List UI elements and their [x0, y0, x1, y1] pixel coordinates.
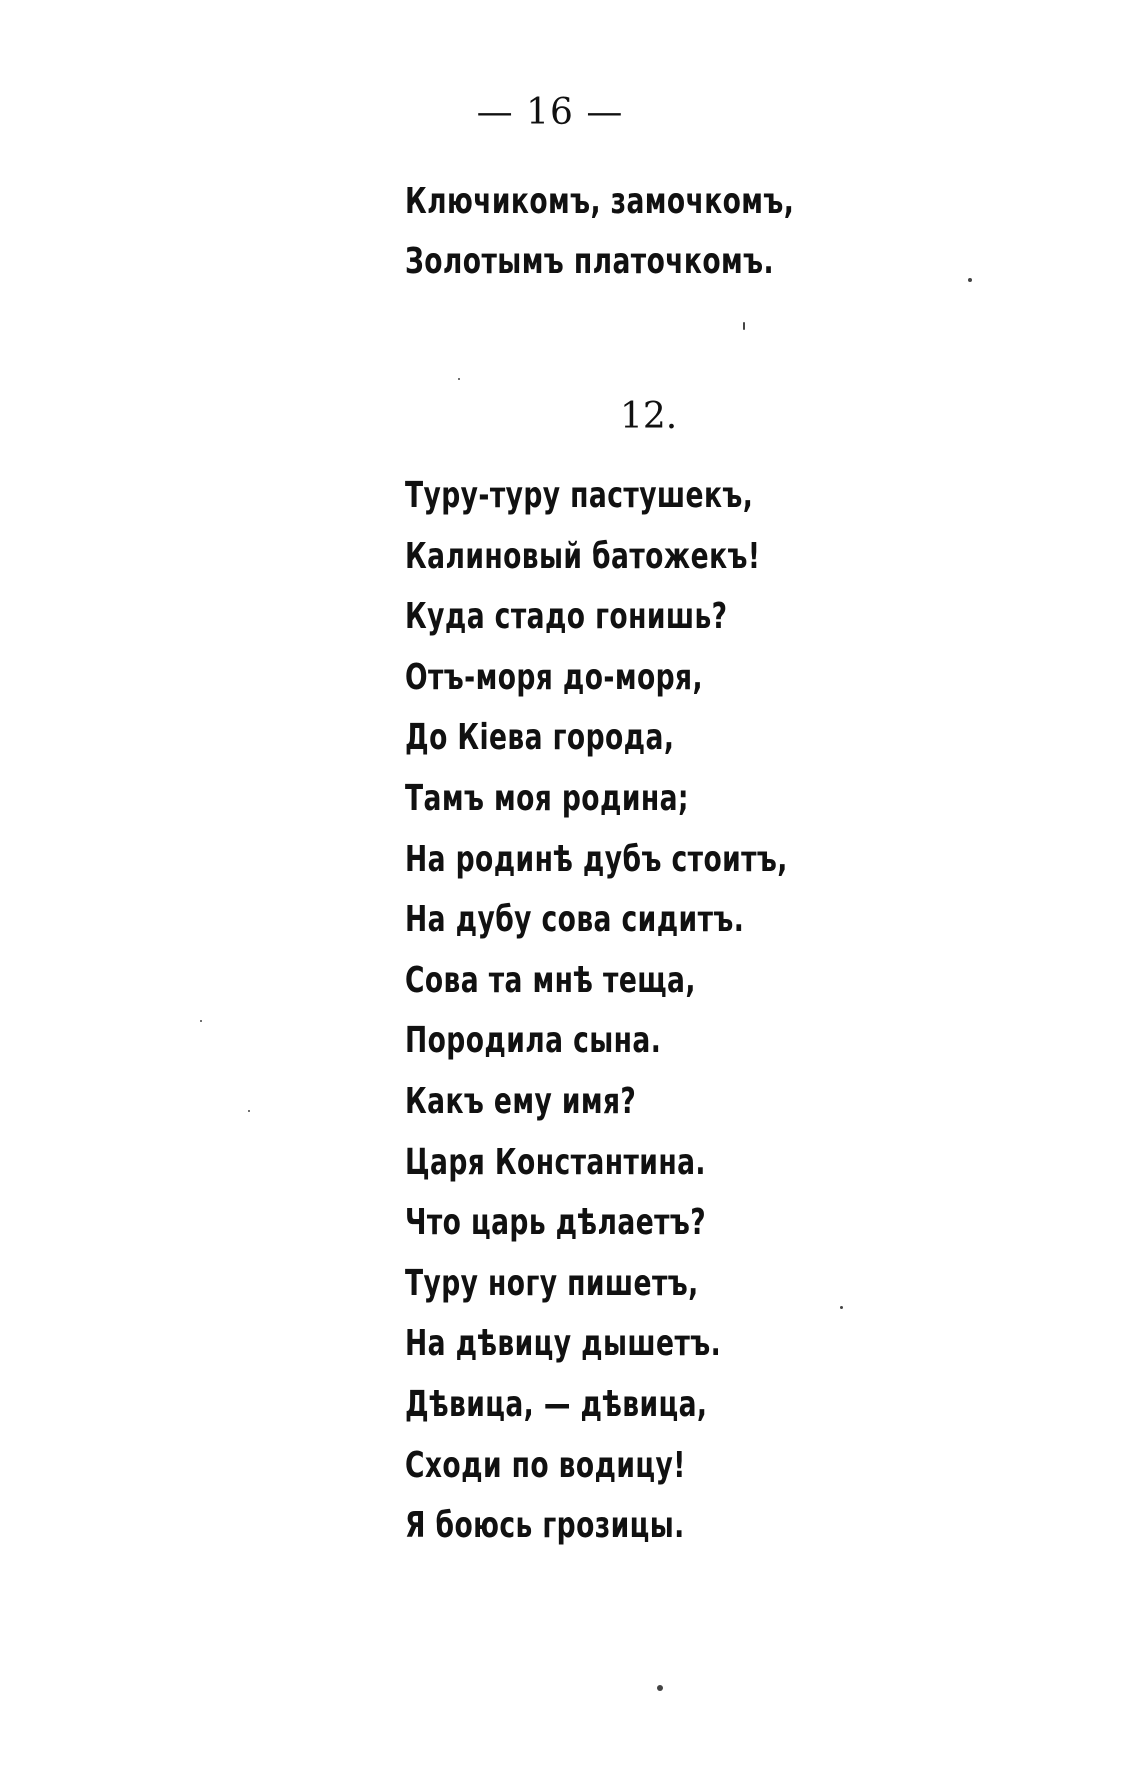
verse-line: Туру-туру пастушекъ, — [405, 475, 754, 516]
verse-line: Отъ-моря до-моря, — [405, 656, 704, 698]
verse-line: На дѣвицу дышетъ. — [405, 1323, 722, 1365]
scan-speck — [840, 1306, 843, 1309]
page-number: — 16 — — [476, 92, 624, 133]
verse-line: Я боюсь грозицы. — [405, 1505, 685, 1547]
verse-line: До Кіева города, — [405, 717, 675, 759]
verse-line: Куда стадо гонишь? — [405, 596, 728, 638]
verse-line: Калиновый батожекъ! — [405, 535, 761, 577]
verse-line: Золотымъ платочкомъ. — [405, 241, 774, 282]
verse-line: Тамъ моя родина; — [405, 777, 689, 819]
scan-speck — [968, 278, 972, 282]
verse-line: Сова та мнѣ теща, — [405, 959, 696, 1001]
verse-line: На родинѣ дубъ стоитъ, — [405, 838, 788, 880]
verse-ending — [405, 172, 880, 292]
verse-line: Ключикомъ, замочкомъ, — [405, 181, 795, 222]
verse-line: Какъ ему имя? — [405, 1080, 637, 1122]
scan-speck — [200, 1020, 202, 1022]
verse-line: Дѣвица, — дѣвица, — [405, 1383, 708, 1425]
scan-speck — [743, 322, 745, 330]
section-number: 12. — [620, 396, 678, 437]
scan-speck — [248, 1110, 250, 1112]
verse-line: Что царь дѣлаетъ? — [405, 1202, 707, 1244]
verse-line: Царя Константина. — [405, 1141, 706, 1183]
scan-speck — [458, 378, 460, 380]
verse-line: На дубу сова сидитъ. — [405, 899, 745, 941]
verse-line: Сходи по водицу! — [405, 1444, 686, 1486]
scan-speck — [657, 1685, 663, 1691]
verse-line: Породила сына. — [405, 1020, 662, 1062]
verse-line: Туру ногу пишетъ, — [405, 1262, 699, 1304]
poem-12 — [405, 466, 872, 1557]
